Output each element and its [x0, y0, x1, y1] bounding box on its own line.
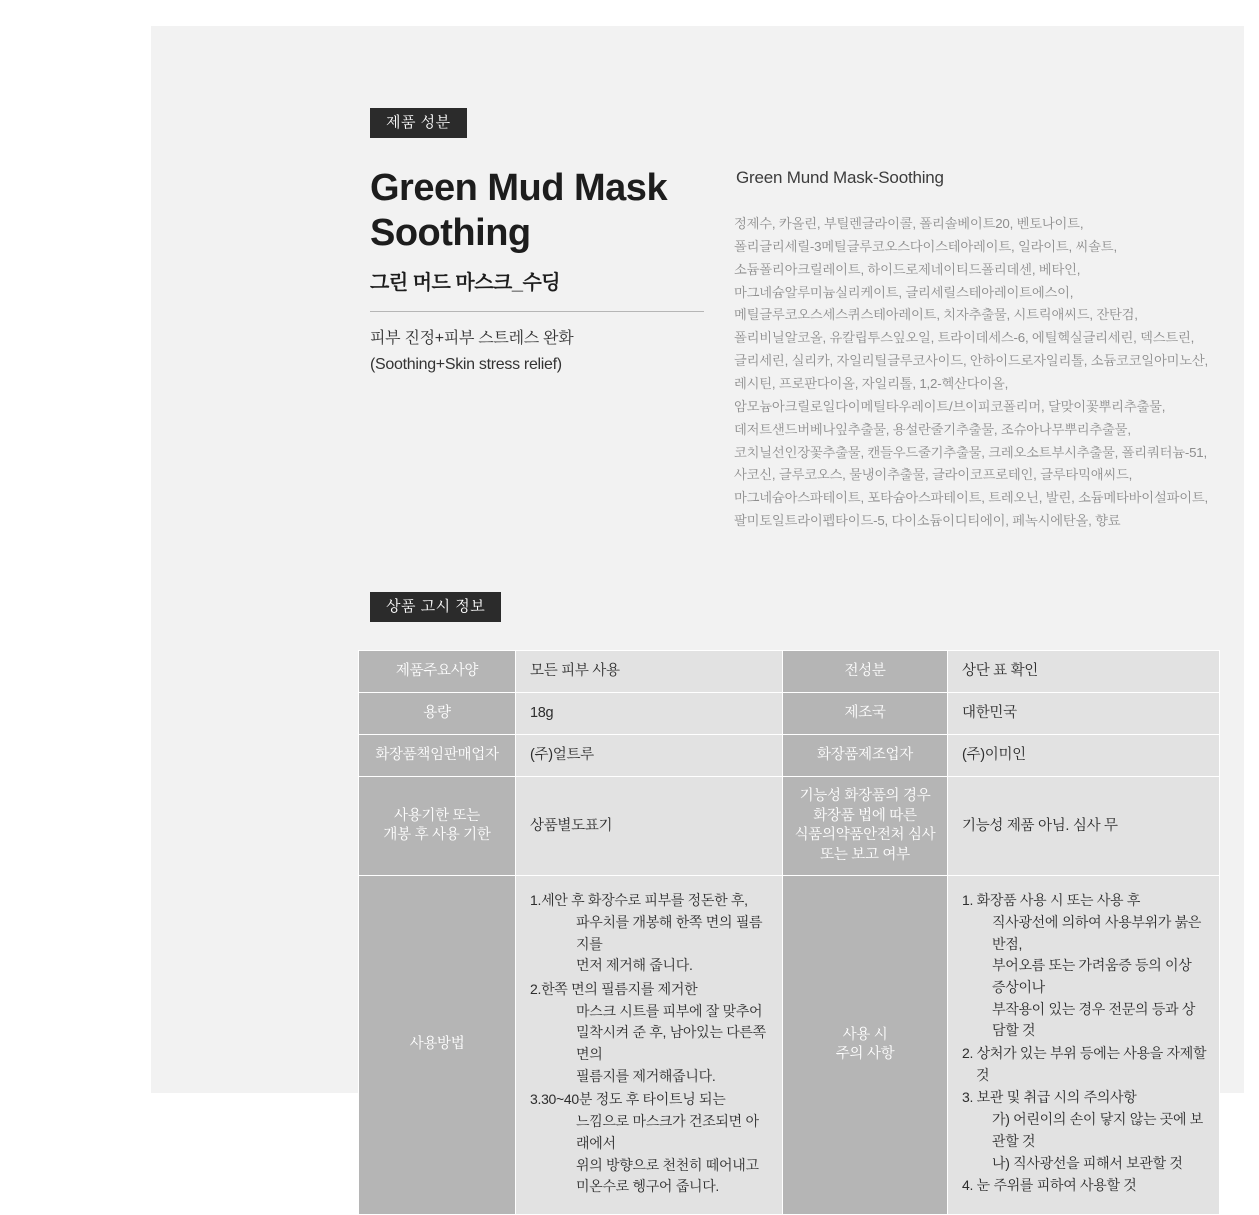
row-label-expiry-l1: 사용기한 또는 [394, 807, 480, 824]
table-row [359, 735, 1220, 777]
row-value-expiry: 상품별도표기 [516, 777, 783, 876]
row-label-spec: 제품주요사양 [359, 651, 516, 693]
usage-step: 1.세안 후 화장수로 피부를 정돈한 후, 파우치를 개봉해 한쪽 면의 필름지를 먼저 제거해 줍니다. [530, 890, 770, 977]
row-label-functional-l1: 기능성 화장품의 경우 [799, 788, 931, 805]
caution-item-line: 부작용이 있는 경우 전문의 등과 상담할 것 [992, 1000, 1196, 1039]
caution-item-list [962, 890, 1207, 1197]
row-value-manufacturer: (주)이미인 [948, 735, 1220, 777]
row-label-caution [783, 876, 948, 1215]
row-value-usage [516, 876, 783, 1215]
row-value-ingredients: 상단 표 확인 [948, 651, 1220, 693]
section-tag-ingredients: 제품 성분 [370, 108, 467, 138]
row-label-expiry-l2: 개봉 후 사용 기한 [383, 827, 491, 844]
ingredients-heading: Green Mund Mask-Soothing [736, 168, 944, 187]
product-title-block [370, 166, 710, 377]
row-value-spec: 모든 피부 사용 [516, 651, 783, 693]
product-subtitle [370, 326, 710, 378]
product-title-en [370, 166, 710, 256]
usage-step-line: 파우치를 개봉해 한쪽 면의 필름지를 [576, 913, 763, 952]
row-label-usage: 사용방법 [359, 876, 516, 1215]
table-row [359, 777, 1220, 876]
title-divider [370, 311, 704, 312]
table-row [359, 651, 1220, 693]
table-row [359, 693, 1220, 735]
row-label-ingredients: 전성분 [783, 651, 948, 693]
table-row [359, 876, 1220, 1215]
usage-step-line: 밀착시켜 준 후, 남아있는 다른쪽 면의 [576, 1024, 766, 1063]
row-value-volume: 18g [516, 693, 783, 735]
usage-step: 3.30~40분 정도 후 타이트닝 되는 느낌으로 마스크가 건조되면 아래에서 위의 방향으로 천천히 떼어내고 미온수로 헹구어 줍니다. [530, 1089, 770, 1197]
section-tag-notice: 상품 고시 정보 [370, 592, 501, 622]
caution-item: 4. 눈 주위를 피하여 사용할 것 [962, 1177, 1137, 1194]
caution-item: 1. 화장품 사용 시 또는 사용 후 직사광선에 의하여 사용부위가 붉은 반점, 부어오름 또는 가려움증 등의 이상 증상이나 부작용이 있는 경우 전문의 등과 상담할 것 [962, 890, 1207, 1042]
row-label-manufacturer: 화장품제조업자 [783, 735, 948, 777]
caution-item: 3. 보관 및 취급 시의 주의사항 가) 어린이의 손이 닿지 않는 곳에 보관할 것 나) 직사광선을 피해서 보관할 것 [962, 1087, 1207, 1174]
usage-step-line: 느낌으로 마스크가 건조되면 아래에서 [576, 1113, 759, 1151]
row-label-seller: 화장품책임판매업자 [359, 735, 516, 777]
caution-item-line: 부어오름 또는 가려움증 등의 이상 증상이나 [992, 957, 1192, 996]
notice-table-body [359, 651, 1220, 1215]
usage-step-line: 마스크 시트를 피부에 잘 맞추어 [576, 1002, 763, 1019]
row-label-volume: 용량 [359, 693, 516, 735]
caution-item: 2. 상처가 있는 부위 등에는 사용을 자제할 것 [962, 1045, 1207, 1083]
caution-item-line: 직사광선에 의하여 사용부위가 붉은 반점, [992, 913, 1202, 952]
product-subtitle-ko: 피부 진정+피부 스트레스 완화 [370, 329, 574, 347]
usage-step-line: 필름지를 제거해줍니다. [576, 1067, 716, 1084]
product-title-en-line2: Soothing [370, 211, 531, 254]
row-label-expiry [359, 777, 516, 876]
row-label-functional-l4: 또는 보고 여부 [820, 846, 910, 863]
ingredients-list: 정제수, 카올린, 부틸렌글라이콜, 폴리솔베이트20, 벤토나이트, 폴리글리세릴-3메틸글루코오스다이스테아레이트, 일라이트, 씨솔트, 소듐폴리아크릴레이트, 하이드로제네이티드폴리데센, 베타인, 마그네슘알루미늄실리케이트, 글리세릴스테아레이트에스이, 메틸글루코오스세스퀴스테아레이트, 치자추출물, 시트릭애씨드, 잔탄검, 폴리비닐알코올, 유칼립투스잎오일, 트라이데세스-6, 에틸헥실글리세린, 덱스트린, 글리세린, 실리카, 자일리틸글루코사이드, 안하이드로자일리톨, 소듐코코일아미노산, 레시틴, 프로판다이올, 자일리톨, 1,2-헥산다이올, 암모늄아크릴로일다이메틸타우레이트/브이피코폴리머, 달맞이꽃뿌리추출물, 데저트샌드버베나잎추출물, 용설란줄기추출물, 조슈아나무뿌리추출물, 코치닐선인장꽃추출물, 캔들우드줄기추출물, 크레오소트부시추출물, 폴리쿼터늄-51, 사코신, 글루코오스, 물냉이추출물, 글라이코프로테인, 글루타믹애씨드, 마그네슘아스파테이트, 포타슘아스파테이트, 트레오닌, 발린, 소듐메타바이설파이트, 팔미토일트라이펩타이드-5, 다이소듐이디티에이, 페녹시에탄올, 향료 [734, 216, 1209, 529]
caution-item-line: 가) 어린이의 손이 닿지 않는 곳에 보관할 것 [992, 1111, 1204, 1149]
usage-step-line: 먼저 제거해 줍니다. [576, 957, 693, 974]
notice-table-wrapper [358, 650, 1219, 1215]
row-label-caution-l1: 사용 시 [842, 1026, 888, 1043]
row-value-seller: (주)얼트루 [516, 735, 783, 777]
row-label-functional [783, 777, 948, 876]
row-label-functional-l2: 화장품 법에 따른 [813, 807, 917, 824]
usage-step-line: 위의 방향으로 천천히 떼어내고 [576, 1156, 759, 1173]
notice-table [358, 650, 1220, 1215]
caution-item-line: 나) 직사광선을 피해서 보관할 것 [992, 1154, 1183, 1171]
row-label-functional-l3: 식품의약품안전처 심사 [794, 827, 936, 844]
product-subtitle-en: (Soothing+Skin stress relief) [370, 355, 562, 373]
row-value-caution [948, 876, 1220, 1215]
row-label-caution-l2: 주의 사항 [835, 1046, 895, 1063]
row-value-functional: 기능성 제품 아님. 심사 무 [948, 777, 1220, 876]
product-title-ko: 그린 머드 마스크_수딩 [370, 271, 561, 294]
content-sheet [151, 26, 1244, 1195]
row-label-country: 제조국 [783, 693, 948, 735]
product-title-en-line1: Green Mud Mask [370, 167, 668, 209]
usage-step-list [530, 890, 770, 1198]
usage-step-line: 미온수로 헹구어 줍니다. [576, 1178, 720, 1195]
usage-step: 2.한쪽 면의 필름지를 제거한 마스크 시트를 피부에 잘 맞추어 밀착시켜 준 후, 남아있는 다른쪽 면의 필름지를 제거해줍니다. [530, 979, 770, 1087]
row-value-country: 대한민국 [948, 693, 1220, 735]
